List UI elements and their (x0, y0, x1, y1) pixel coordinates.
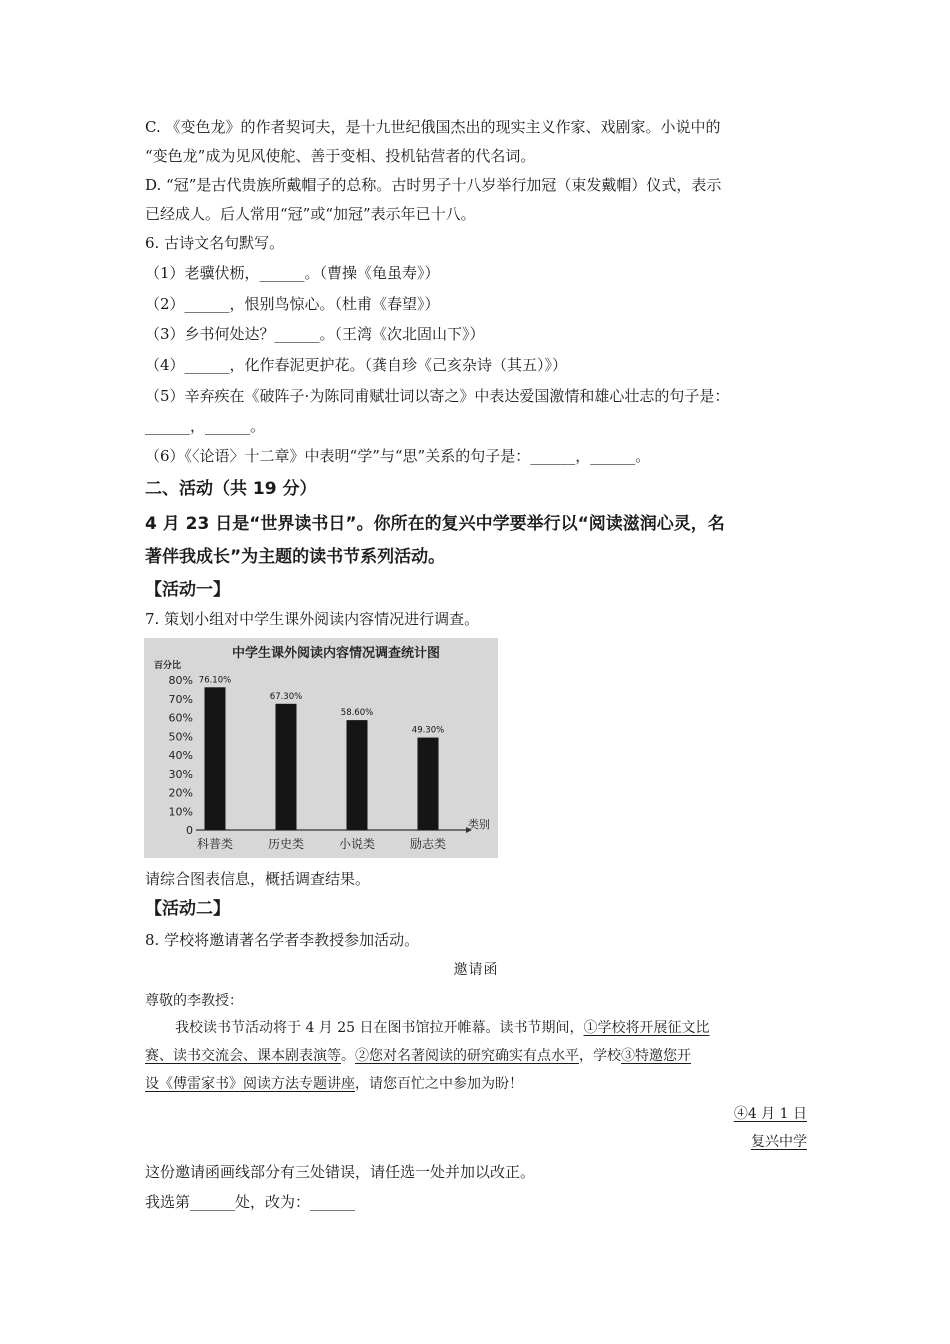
q7-prompt: 请综合图表信息，概括调查结果。 (145, 870, 371, 888)
q8-answer-line: 我选第______处，改为：______ (145, 1193, 356, 1211)
q7-text: 7. 策划小组对中学生课外阅读内容情况进行调查。 (145, 610, 480, 628)
data-label: 58.60% (340, 708, 374, 719)
section-heading: 二、活动（共 19 分） (145, 479, 317, 499)
error-underline-1-cont: 赛、读书交流会、课本剧表演等 (145, 1048, 341, 1064)
letter-paragraph-line3 (145, 1074, 810, 1094)
q6-item: （1）老骥伏枥，______。（曹操《龟虽寿》） (145, 264, 440, 282)
x-tick-label: 小说类 (338, 837, 376, 851)
signature-text: 复兴中学 (751, 1134, 807, 1150)
y-tick-label: 40% (168, 749, 193, 762)
x-tick-label: 历史类 (267, 837, 305, 851)
y-tick-label: 0 (186, 824, 193, 837)
option-d-line1: D. “冠”是古代贵族所戴帽子的总称。古时男子十八岁举行加冠（束发戴帽）仪式，表示 (145, 176, 722, 194)
letter-salutation: 尊敬的李教授： (145, 993, 243, 1009)
y-tick-label: 50% (168, 730, 193, 744)
y-tick-label: 10% (168, 805, 193, 819)
chart-title: 中学生课外阅读内容情况调查统计图 (231, 646, 441, 661)
error-underline-4: ④4 月 1 日 (733, 1106, 807, 1122)
letter-paragraph-line2 (145, 1046, 810, 1066)
y-tick-label: 30% (168, 767, 193, 781)
q6-item: ______，______。 (145, 417, 266, 435)
letter-paragraph-line1 (145, 1018, 810, 1038)
option-c-line1: C. 《变色龙》的作者契诃夫，是十九世纪俄国杰出的现实主义作家、戏剧家。小说中的 (145, 118, 721, 136)
letter-text: ，学校 (579, 1048, 621, 1064)
letter-title: 邀请函 (453, 962, 499, 978)
q6-title: 6. 古诗文名句默写。 (145, 234, 285, 252)
letter-date (145, 1104, 807, 1124)
section-intro-line2: 著伴我成长”为主题的读书节系列活动。 (145, 547, 446, 567)
bar (276, 704, 297, 830)
letter-text: 我校读书节活动将于 4 月 25 日在图书馆拉开帷幕。读书节期间， (175, 1020, 584, 1036)
error-underline-2: ②您对名著阅读的研究确实有点水平 (355, 1048, 579, 1064)
letter-text: ，请您百忙之中参加为盼！ (355, 1076, 523, 1092)
bar-chart-svg (144, 638, 498, 858)
letter-signature (145, 1132, 807, 1152)
option-d-line2: 已经成人。后人常用“冠”或“加冠”表示年已十八。 (145, 205, 476, 223)
q8-instruction: 这份邀请函画线部分有三处错误，请任选一处并加以改正。 (145, 1163, 536, 1181)
x-tick-label: 科普类 (196, 837, 234, 851)
error-underline-3: ③特邀您开 (621, 1048, 691, 1064)
x-tick-label: 励志类 (409, 837, 447, 851)
letter-text: 。 (341, 1048, 355, 1064)
data-label: 67.30% (269, 691, 303, 702)
y-tick-label: 20% (168, 786, 193, 800)
q8-text: 8. 学校将邀请著名学者李教授参加活动。 (145, 931, 420, 949)
data-label: 49.30% (411, 725, 445, 736)
y-tick-label: 80% (168, 674, 193, 687)
survey-chart (144, 638, 498, 858)
y-tick-label: 60% (168, 711, 193, 725)
q6-item: （4）______，化作春泥更护花。（龚自珍《己亥杂诗（其五）》） (145, 356, 568, 374)
bar (205, 687, 226, 830)
q6-item: （6）《〈论语〉十二章》中表明“学”与“思”关系的句子是：______，______。 (145, 447, 651, 465)
bar (347, 720, 368, 830)
option-c-line2: “变色龙”成为见风使舵、善于变相、投机钻营者的代名词。 (145, 147, 536, 165)
data-label: 76.10% (198, 675, 232, 686)
error-underline-1: ①学校将开展征文比 (583, 1020, 710, 1036)
section-intro-line1: 4 月 23 日是“世界读书日”。你所在的复兴中学要举行以“阅读滋润心灵，名 (145, 514, 725, 534)
q6-item: （5）辛弃疾在《破阵子·为陈同甫赋壮词以寄之》中表达爱国激情和雄心壮志的句子是： (145, 387, 730, 405)
q6-item: （2）______，恨别鸟惊心。（杜甫《春望》） (145, 295, 440, 313)
y-tick-label: 70% (168, 692, 193, 706)
activity-two-heading: 【活动二】 (145, 899, 230, 919)
error-underline-3-cont: 设《傅雷家书》阅读方法专题讲座 (145, 1076, 355, 1092)
x-axis-label: 类别 (468, 818, 490, 831)
y-axis-label: 百分比 (154, 661, 182, 671)
bar (418, 738, 439, 830)
activity-one-heading: 【活动一】 (145, 580, 230, 600)
q6-item: （3）乡书何处达？______。（王湾《次北固山下》） (145, 325, 485, 343)
